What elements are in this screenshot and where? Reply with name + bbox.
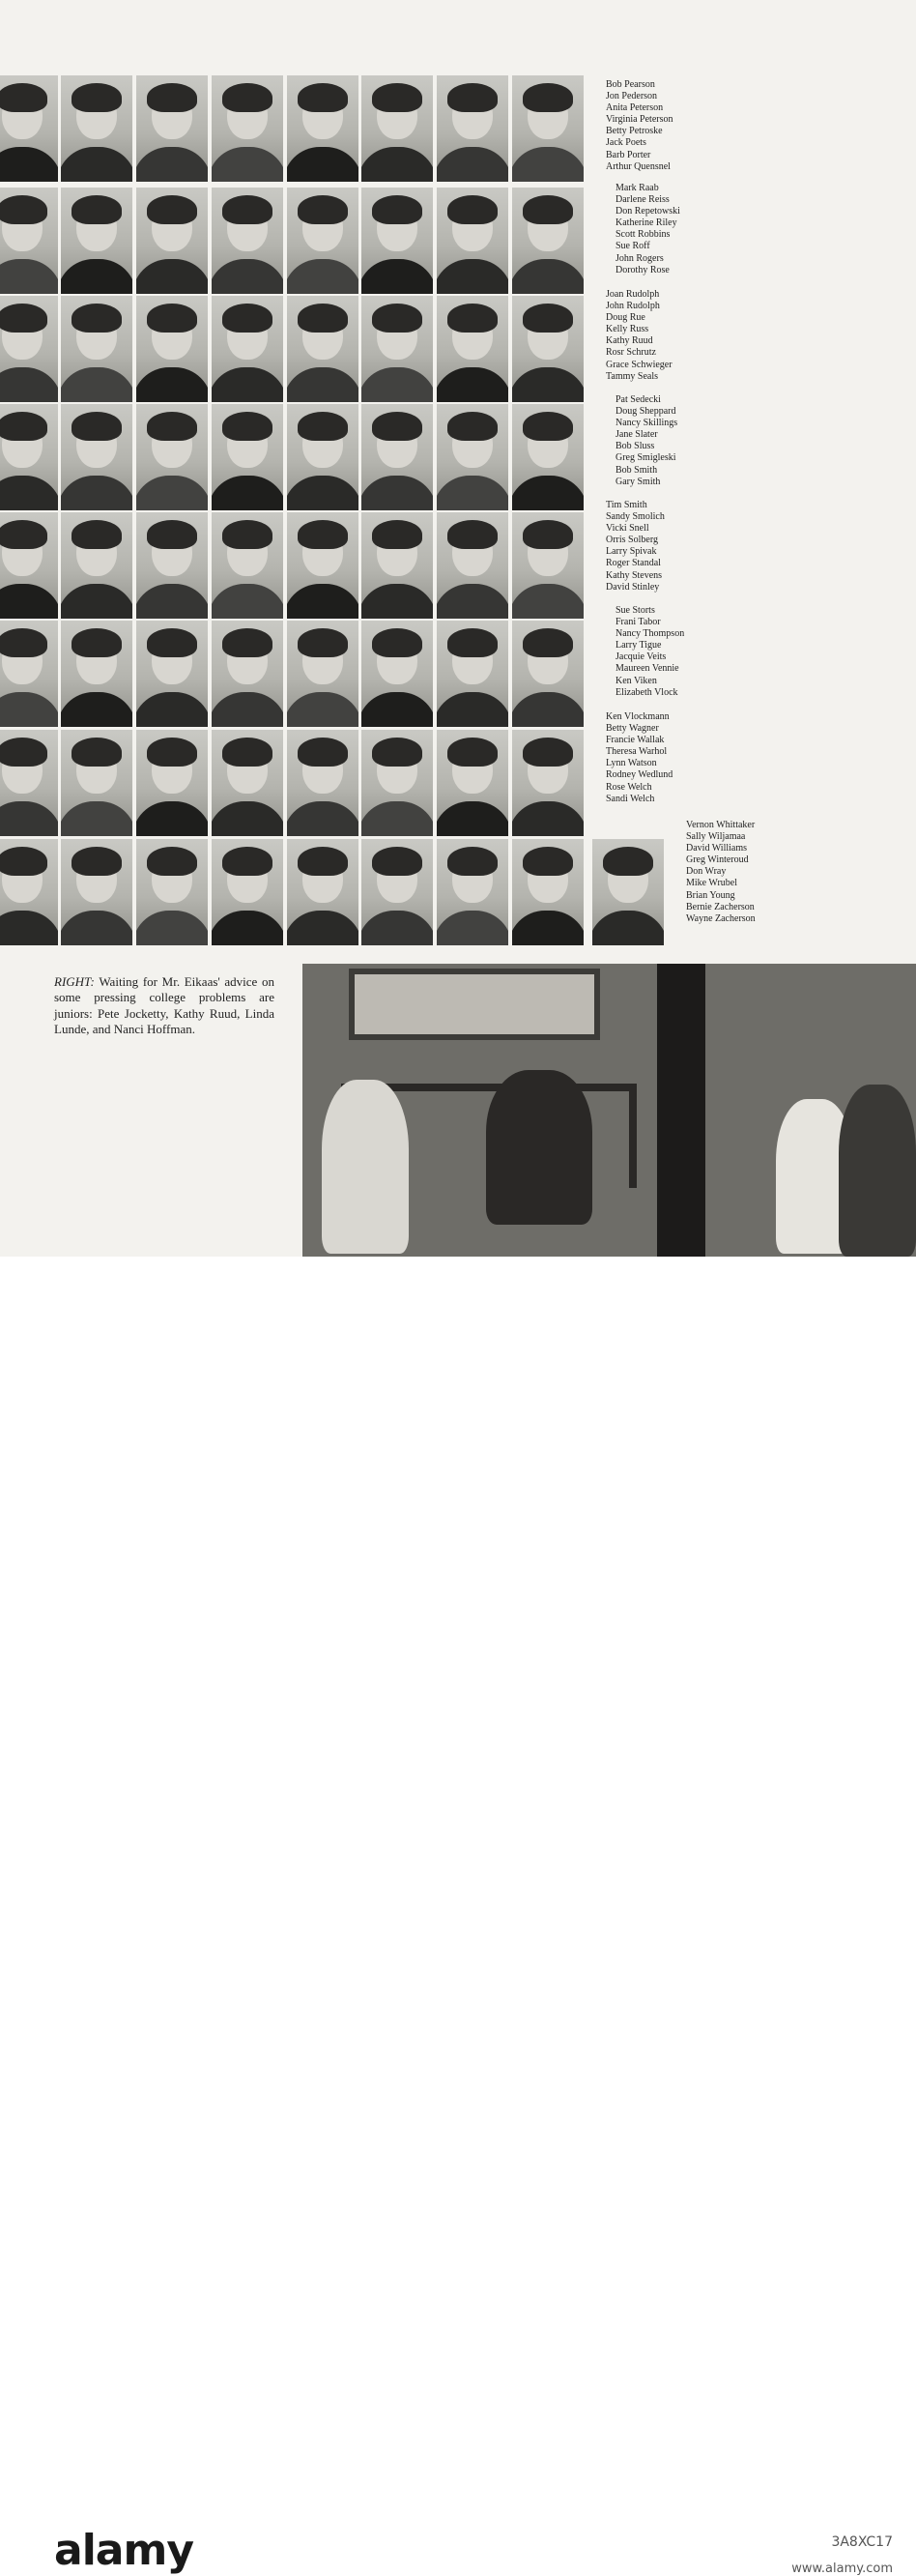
- window-shape: [349, 969, 600, 1040]
- student-portrait: [0, 188, 58, 294]
- student-name: Betty Wagner: [606, 723, 659, 735]
- portrait-hair: [447, 628, 498, 657]
- student-name: Rose Welch: [606, 781, 652, 793]
- portrait-hair: [447, 83, 498, 112]
- portrait-shoulders: [61, 476, 132, 510]
- portrait-shoulders: [361, 147, 433, 182]
- portrait-shoulders: [287, 259, 358, 294]
- portrait-shoulders: [136, 801, 208, 836]
- portrait-shoulders: [0, 584, 58, 619]
- name-list: [615, 605, 684, 699]
- portrait-shoulders: [512, 692, 584, 727]
- portrait-shoulders: [512, 367, 584, 402]
- student-name: Lynn Watson: [606, 758, 657, 769]
- portrait-hair: [523, 195, 573, 224]
- student-figure: [839, 1085, 916, 1257]
- student-name: Virginia Peterson: [606, 114, 673, 126]
- student-portrait: [0, 730, 58, 836]
- student-portrait: [287, 296, 358, 402]
- portrait-shoulders: [136, 476, 208, 510]
- portrait-hair: [603, 847, 653, 876]
- portrait-hair: [447, 738, 498, 767]
- student-name: John Rudolph: [606, 301, 660, 312]
- portrait-hair: [147, 412, 197, 441]
- portrait-hair: [0, 195, 47, 224]
- student-portrait: [512, 404, 584, 510]
- student-portrait: [212, 404, 283, 510]
- student-name: Kathy Stevens: [606, 569, 663, 581]
- student-portrait: [0, 621, 58, 727]
- student-portrait: [136, 296, 208, 402]
- student-portrait: [61, 621, 132, 727]
- student-name: Sue Storts: [615, 605, 655, 616]
- name-list: [686, 820, 756, 925]
- student-name: Arthur Quensnel: [606, 160, 671, 172]
- student-portrait: [437, 188, 508, 294]
- portrait-hair: [447, 520, 498, 549]
- portrait-shoulders: [136, 259, 208, 294]
- student-name: Doug Sheppard: [615, 406, 676, 418]
- student-portrait: [136, 188, 208, 294]
- portrait-shoulders: [361, 584, 433, 619]
- student-name: Vicki Snell: [606, 523, 649, 535]
- student-portrait: [61, 404, 132, 510]
- yearbook-page: [0, 0, 916, 1257]
- student-portrait: [61, 296, 132, 402]
- student-name: Rodney Wedlund: [606, 769, 673, 781]
- student-portrait: [136, 512, 208, 619]
- site-url: www.alamy.com: [791, 2562, 893, 2576]
- student-name: Sally Wiljamaa: [686, 831, 746, 843]
- student-portrait: [512, 188, 584, 294]
- student-portrait: [287, 730, 358, 836]
- student-portrait: [136, 839, 208, 945]
- portrait-hair: [523, 304, 573, 333]
- portrait-shoulders: [0, 147, 58, 182]
- portrait-shoulders: [212, 476, 283, 510]
- student-figure: [322, 1080, 409, 1254]
- portrait-shoulders: [287, 692, 358, 727]
- portrait-hair: [72, 412, 122, 441]
- student-name: Bob Smith: [615, 464, 658, 476]
- student-portrait: [437, 75, 508, 182]
- portrait-shoulders: [212, 584, 283, 619]
- student-portrait: [287, 404, 358, 510]
- portrait-hair: [298, 628, 348, 657]
- portrait-hair: [372, 412, 422, 441]
- student-name: Sandi Welch: [606, 793, 655, 804]
- student-portrait: [361, 75, 433, 182]
- group-photo: [302, 964, 916, 1257]
- name-list: [606, 500, 665, 593]
- portrait-hair: [147, 847, 197, 876]
- student-name: David Stinley: [606, 581, 660, 593]
- portrait-shoulders: [437, 147, 508, 182]
- portrait-shoulders: [136, 584, 208, 619]
- portrait-hair: [523, 412, 573, 441]
- portrait-hair: [298, 847, 348, 876]
- portrait-hair: [0, 83, 47, 112]
- portrait-hair: [147, 83, 197, 112]
- student-portrait: [437, 296, 508, 402]
- student-name: Francie Wallak: [606, 735, 665, 746]
- student-portrait: [61, 730, 132, 836]
- student-portrait: [212, 512, 283, 619]
- portrait-shoulders: [0, 911, 58, 945]
- student-portrait: [0, 296, 58, 402]
- alamy-logo: alamy: [54, 2526, 193, 2575]
- portrait-hair: [222, 304, 272, 333]
- student-name: Jane Slater: [615, 429, 658, 441]
- portrait-hair: [523, 847, 573, 876]
- portrait-shoulders: [61, 584, 132, 619]
- photo-caption: [54, 974, 274, 1038]
- student-name: Tim Smith: [606, 500, 647, 510]
- student-name: Katherine Riley: [615, 217, 677, 229]
- portrait-shoulders: [437, 367, 508, 402]
- student-portrait: [512, 839, 584, 945]
- student-name: Joan Rudolph: [606, 289, 660, 300]
- portrait-hair: [523, 520, 573, 549]
- portrait-shoulders: [0, 692, 58, 727]
- student-portrait: [512, 75, 584, 182]
- student-name: Sue Roff: [615, 241, 650, 252]
- portrait-hair: [298, 738, 348, 767]
- student-name: Roger Standal: [606, 558, 661, 569]
- portrait-shoulders: [0, 801, 58, 836]
- student-name: Mike Wrubel: [686, 878, 738, 889]
- student-name: Don Wray: [686, 866, 727, 878]
- portrait-hair: [222, 847, 272, 876]
- student-name: Sandy Smolich: [606, 511, 665, 523]
- portrait-hair: [72, 738, 122, 767]
- student-portrait: [61, 512, 132, 619]
- student-name: Kathy Ruud: [606, 335, 653, 347]
- student-portrait: [437, 621, 508, 727]
- portrait-shoulders: [61, 259, 132, 294]
- portrait-hair: [222, 520, 272, 549]
- portrait-hair: [147, 304, 197, 333]
- student-name: Jacquie Veits: [615, 651, 667, 663]
- portrait-hair: [72, 847, 122, 876]
- portrait-hair: [447, 304, 498, 333]
- portrait-shoulders: [361, 692, 433, 727]
- student-name: Bob Sluss: [615, 441, 655, 452]
- student-name: Theresa Warhol: [606, 746, 668, 758]
- name-list: [606, 711, 673, 805]
- student-portrait: [212, 188, 283, 294]
- student-name: Larry Tigue: [615, 640, 662, 651]
- portrait-hair: [0, 628, 47, 657]
- portrait-shoulders: [287, 801, 358, 836]
- portrait-shoulders: [592, 911, 664, 945]
- portrait-shoulders: [136, 911, 208, 945]
- student-portrait: [0, 75, 58, 182]
- portrait-shoulders: [361, 259, 433, 294]
- portrait-hair: [447, 412, 498, 441]
- portrait-shoulders: [437, 911, 508, 945]
- student-portrait: [61, 839, 132, 945]
- portrait-shoulders: [437, 476, 508, 510]
- student-portrait: [212, 839, 283, 945]
- student-portrait: [287, 75, 358, 182]
- student-portrait: [0, 839, 58, 945]
- watermark-footer: [0, 1257, 916, 2576]
- portrait-shoulders: [136, 692, 208, 727]
- portrait-hair: [72, 83, 122, 112]
- portrait-hair: [222, 738, 272, 767]
- portrait-hair: [298, 195, 348, 224]
- student-portrait: [61, 188, 132, 294]
- portrait-hair: [372, 847, 422, 876]
- student-name: Scott Robbins: [615, 229, 671, 241]
- portrait-hair: [72, 520, 122, 549]
- student-name: Rosr Schrutz: [606, 347, 656, 359]
- name-list: [606, 79, 673, 173]
- portrait-shoulders: [61, 147, 132, 182]
- name-list: [606, 289, 673, 383]
- portrait-hair: [372, 304, 422, 333]
- portrait-hair: [222, 83, 272, 112]
- student-portrait: [437, 839, 508, 945]
- portrait-shoulders: [287, 147, 358, 182]
- portrait-shoulders: [0, 476, 58, 510]
- student-name: Orris Solberg: [606, 535, 658, 546]
- portrait-shoulders: [212, 147, 283, 182]
- student-portrait: [136, 75, 208, 182]
- portrait-hair: [0, 738, 47, 767]
- student-name: Darlene Reiss: [615, 194, 670, 206]
- portrait-hair: [447, 847, 498, 876]
- student-portrait: [61, 75, 132, 182]
- student-figure: [486, 1070, 592, 1225]
- student-portrait: [592, 839, 664, 945]
- student-name: David Williams: [686, 843, 748, 854]
- portrait-hair: [372, 738, 422, 767]
- portrait-shoulders: [361, 801, 433, 836]
- portrait-shoulders: [361, 476, 433, 510]
- portrait-shoulders: [361, 911, 433, 945]
- portrait-hair: [372, 83, 422, 112]
- student-name: Nancy Thompson: [615, 628, 685, 640]
- student-name: Bernie Zacherson: [686, 901, 755, 912]
- student-name: Jack Poets: [606, 137, 646, 149]
- student-portrait: [512, 296, 584, 402]
- portrait-shoulders: [212, 911, 283, 945]
- portrait-hair: [222, 195, 272, 224]
- portrait-hair: [147, 628, 197, 657]
- student-name: Nancy Skillings: [615, 418, 678, 429]
- portrait-hair: [0, 412, 47, 441]
- student-name: Gary Smith: [615, 476, 661, 487]
- student-portrait: [361, 839, 433, 945]
- image-id: 3A8XC17: [831, 2534, 893, 2550]
- student-name: Mark Raab: [615, 183, 659, 193]
- portrait-shoulders: [287, 476, 358, 510]
- student-name: Vernon Whittaker: [686, 820, 756, 830]
- student-name: Bob Pearson: [606, 79, 655, 90]
- student-name: Don Repetowski: [615, 206, 680, 217]
- portrait-shoulders: [437, 692, 508, 727]
- student-portrait: [212, 730, 283, 836]
- portrait-shoulders: [437, 259, 508, 294]
- student-portrait: [136, 621, 208, 727]
- student-portrait: [361, 296, 433, 402]
- portrait-hair: [298, 304, 348, 333]
- student-portrait: [361, 512, 433, 619]
- portrait-shoulders: [287, 367, 358, 402]
- portrait-shoulders: [61, 911, 132, 945]
- portrait-shoulders: [212, 801, 283, 836]
- student-portrait: [437, 404, 508, 510]
- student-portrait: [287, 512, 358, 619]
- portrait-hair: [523, 83, 573, 112]
- student-portrait: [136, 730, 208, 836]
- portrait-hair: [523, 628, 573, 657]
- portrait-shoulders: [61, 367, 132, 402]
- student-portrait: [0, 404, 58, 510]
- caption-text: Waiting for Mr. Eikaas' advice on some pressing college problems are juniors: Pete Jocketty, Kathy Ruud, Linda Lunde, and Nanci Hoffman.: [54, 974, 274, 1037]
- portrait-shoulders: [61, 801, 132, 836]
- portrait-hair: [222, 412, 272, 441]
- portrait-hair: [222, 628, 272, 657]
- student-portrait: [361, 621, 433, 727]
- portrait-shoulders: [512, 801, 584, 836]
- portrait-hair: [0, 847, 47, 876]
- portrait-shoulders: [512, 147, 584, 182]
- student-portrait: [361, 730, 433, 836]
- student-portrait: [437, 512, 508, 619]
- student-name: Jon Pederson: [606, 91, 658, 102]
- portrait-hair: [447, 195, 498, 224]
- portrait-shoulders: [437, 584, 508, 619]
- student-portrait: [136, 404, 208, 510]
- portrait-hair: [0, 520, 47, 549]
- portrait-hair: [523, 738, 573, 767]
- student-name: Larry Spivak: [606, 546, 657, 558]
- student-name: Barb Porter: [606, 149, 651, 160]
- student-portrait: [212, 621, 283, 727]
- student-name: Brian Young: [686, 889, 735, 901]
- student-name: Kelly Russ: [606, 324, 649, 335]
- student-portrait: [0, 512, 58, 619]
- portrait-shoulders: [212, 692, 283, 727]
- portrait-hair: [298, 520, 348, 549]
- portrait-hair: [298, 412, 348, 441]
- portrait-shoulders: [0, 367, 58, 402]
- student-name: Tammy Seals: [606, 370, 659, 382]
- portrait-shoulders: [361, 367, 433, 402]
- portrait-shoulders: [287, 911, 358, 945]
- student-portrait: [287, 621, 358, 727]
- portrait-hair: [72, 195, 122, 224]
- student-portrait: [512, 621, 584, 727]
- portrait-hair: [147, 738, 197, 767]
- student-name: Ken Vlockmann: [606, 711, 670, 722]
- student-name: Anita Peterson: [606, 102, 664, 114]
- portrait-shoulders: [437, 801, 508, 836]
- caption-lead: RIGHT:: [54, 974, 95, 989]
- name-list: [615, 183, 680, 276]
- portrait-shoulders: [0, 259, 58, 294]
- student-name: Greg Smigleski: [615, 452, 676, 464]
- portrait-shoulders: [287, 584, 358, 619]
- door-shape: [657, 964, 705, 1257]
- portrait-shoulders: [136, 147, 208, 182]
- student-name: Frani Tabor: [615, 617, 661, 628]
- portrait-shoulders: [212, 259, 283, 294]
- student-name: Dorothy Rose: [615, 264, 670, 275]
- portrait-shoulders: [512, 584, 584, 619]
- student-name: Elizabeth Vlock: [615, 686, 678, 698]
- portrait-hair: [72, 304, 122, 333]
- student-name: Grace Schwieger: [606, 359, 673, 370]
- student-portrait: [287, 839, 358, 945]
- portrait-hair: [72, 628, 122, 657]
- student-name: Ken Viken: [615, 675, 657, 686]
- portrait-hair: [147, 195, 197, 224]
- student-portrait: [512, 730, 584, 836]
- portrait-hair: [372, 195, 422, 224]
- student-name: Pat Sedecki: [615, 394, 661, 405]
- portrait-hair: [298, 83, 348, 112]
- student-portrait: [512, 512, 584, 619]
- portrait-shoulders: [512, 476, 584, 510]
- student-name: Betty Petroske: [606, 126, 663, 137]
- student-portrait: [437, 730, 508, 836]
- name-list: [615, 394, 677, 488]
- portrait-shoulders: [61, 692, 132, 727]
- student-name: Doug Rue: [606, 312, 645, 324]
- portrait-shoulders: [136, 367, 208, 402]
- portrait-shoulders: [212, 367, 283, 402]
- portrait-hair: [372, 520, 422, 549]
- portrait-hair: [147, 520, 197, 549]
- portrait-hair: [372, 628, 422, 657]
- student-portrait: [212, 75, 283, 182]
- student-name: Greg Winteroud: [686, 854, 749, 866]
- student-portrait: [361, 188, 433, 294]
- portrait-shoulders: [512, 911, 584, 945]
- portrait-shoulders: [512, 259, 584, 294]
- student-name: Maureen Vennie: [615, 663, 679, 675]
- student-portrait: [212, 296, 283, 402]
- portrait-hair: [0, 304, 47, 333]
- student-portrait: [287, 188, 358, 294]
- student-portrait: [361, 404, 433, 510]
- student-name: John Rogers: [615, 252, 664, 264]
- student-name: Wayne Zacherson: [686, 912, 756, 924]
